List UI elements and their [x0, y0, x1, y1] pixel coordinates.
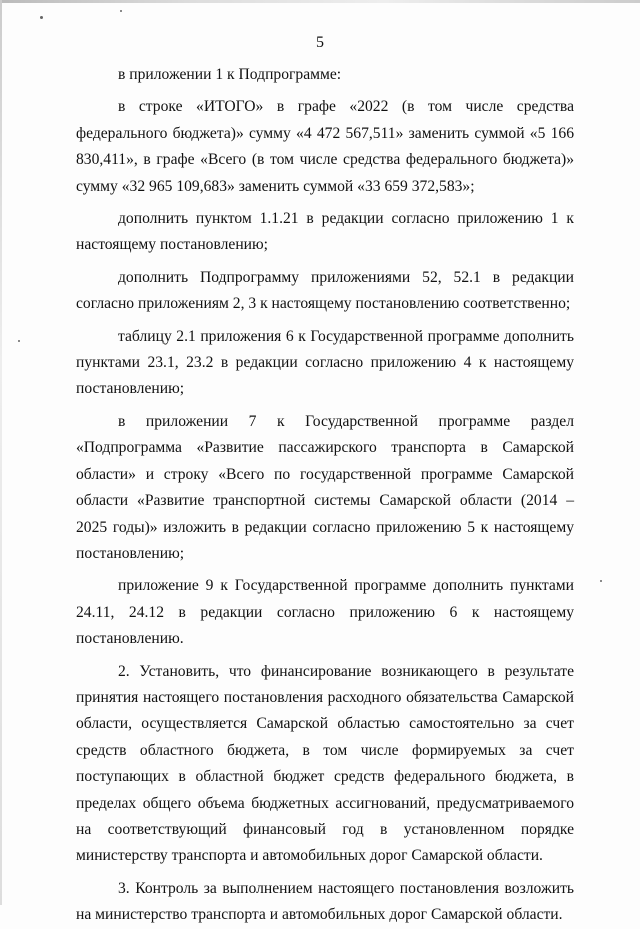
page-number: 5 [316, 34, 324, 51]
paragraph: в приложении 7 к Государственной программе раздел «Подпрограмма «Развитие пассажирского транспорта в Самарской области» и строку «Всего по государственной программе Самарской области «Развитие транспортной системы Самарской области (2014 – 2025 годы)» изложить в редакции согласно приложению 5 к настоящему постановлению; [76, 412, 574, 562]
paragraph: 2. Установить, что финансирование возникающего в результате принятия настоящего постановления расходного обязательства Самарской области, осуществляется Самарской областью самостоятельно за счет средств областного бюджета, в том числе формируемых за счет поступающих в областной бюджет средств федерального бюджета, в пределах общего объема бюджетных ассигнований, предусматриваемого на соответствующий финансовый год в установленном порядке министерству транспорта и автомобильных дорог Самарской области. [76, 662, 574, 865]
paragraph: 3. Контроль за выполнением настоящего постановления возложить на министерство транспорта и автомобильных дорог Самарской области. [76, 879, 574, 924]
paragraph: в приложении 1 к Подпрограмме: [118, 66, 342, 83]
scan-left-edge [0, 0, 2, 905]
scan-speck [120, 10, 122, 12]
scan-top-edge [0, 0, 640, 3]
paragraph: в строке «ИТОГО» в графе «2022 (в том числе средства федерального бюджета)» сумму «4 472 567,511» заменить суммой «5 166 830,411», в графе «Всего (в том числе средства федерального бюджета)» сумму «32 965 109,683» заменить суммой «33 659 372,583»; [76, 98, 574, 195]
paragraph: таблицу 2.1 приложения 6 к Государственной программе дополнить пунктами 23.1, 23.2 в редакции согласно приложению 4 к настоящему постановлению; [76, 327, 574, 398]
scan-speck [40, 16, 43, 19]
scan-speck [18, 340, 20, 342]
scan-speck [600, 580, 602, 582]
document-body [76, 62, 574, 929]
paragraph: дополнить пунктом 1.1.21 в редакции согласно приложению 1 к настоящему постановлению; [76, 210, 574, 254]
paragraph: приложение 9 к Государственной программе дополнить пунктами 24.11, 24.12 в редакции согласно приложению 6 к настоящему постановлению. [76, 577, 574, 648]
paragraph: дополнить Подпрограмму приложениями 52, 52.1 в редакции согласно приложениям 2, 3 к настоящему постановлению соответственно; [76, 268, 574, 313]
